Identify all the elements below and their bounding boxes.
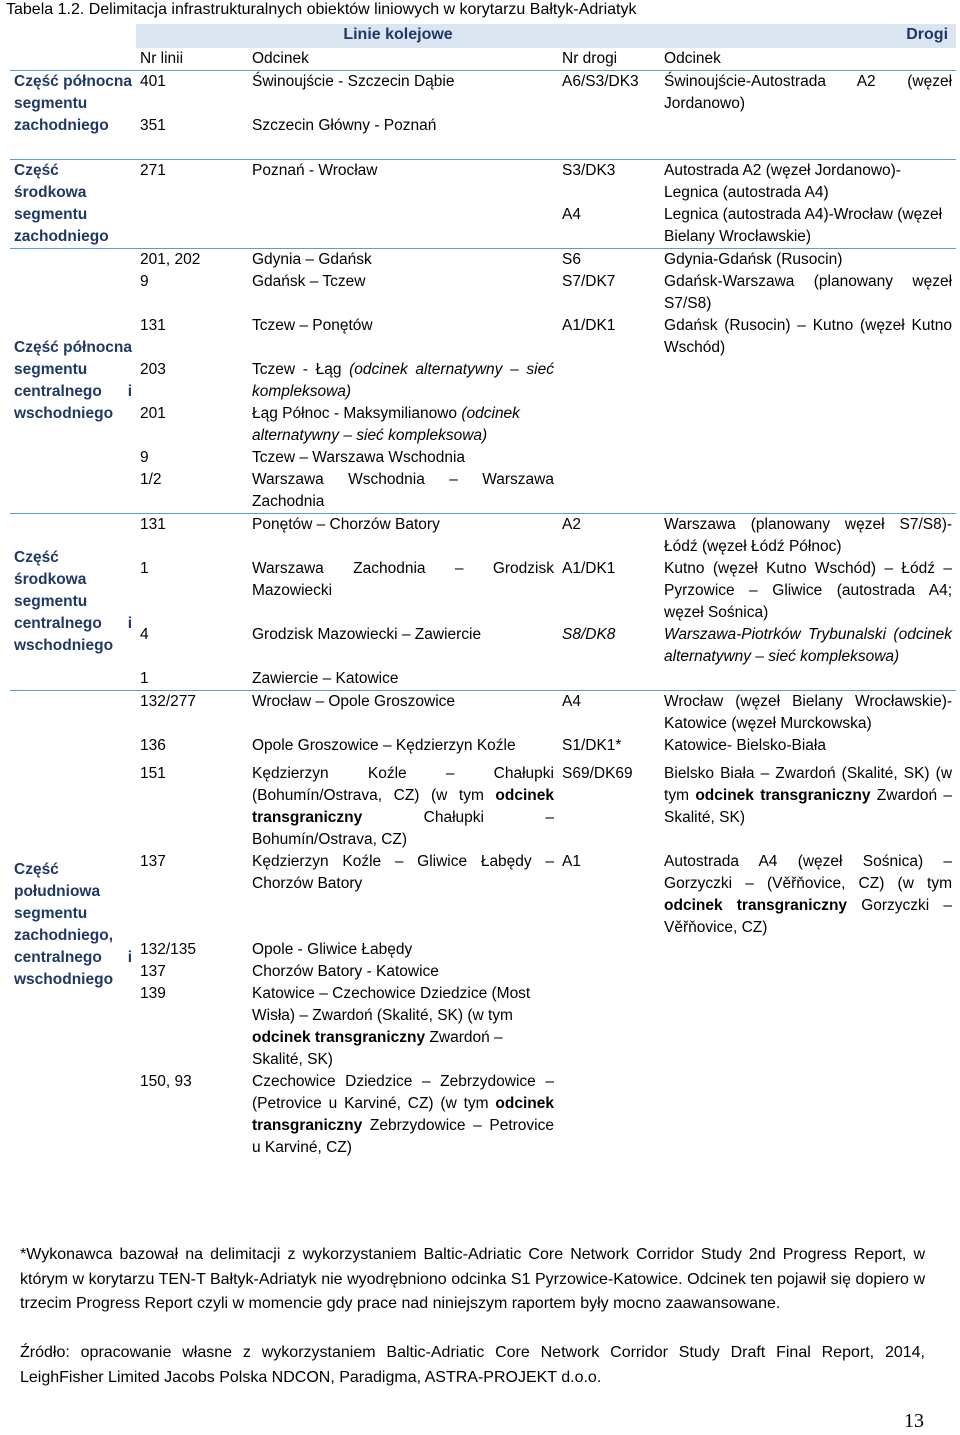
rail-section: Kędzierzyn Koźle – Chałupki (Bohumín/Ostrava, CZ) (w tym odcinek transgraniczny Chałupki – Bohumín/Ostrava, CZ) [252,764,554,848]
table-row [10,271,956,315]
line-number: 139 [140,984,166,1002]
line-number: 137 [140,852,166,870]
rail-section: Łąg Północ - Maksymilianowo (odcinek alternatywny – sieć kompleksowa) [252,404,520,444]
rail-section: Chorzów Batory - Katowice [252,962,439,980]
road-number: S3/DK3 [562,161,616,179]
table-row [10,403,956,447]
table-row [10,447,956,469]
rail-section: Czechowice Dziedzice – Zebrzydowice – (Petrovice u Karviné, CZ) (w tym odcinek transgraniczny Zebrzydowice – Petrovice u Karviné, CZ) [252,1072,554,1156]
road-section: Bielsko Biała – Zwardoń (Skalité, SK) (w tym odcinek transgraniczny Zwardoń – Skalité, SK) [664,764,953,826]
road-section: Autostrada A2 (węzeł Jordanowo)-Legnica (autostrada A4) [664,161,901,201]
table-row [10,624,956,668]
rail-section: Gdańsk – Tczew [252,272,366,290]
rail-section: Świnoujście - Szczecin Dąbie [252,73,455,90]
table-row [10,668,956,691]
road-number: S69/DK69 [562,764,633,782]
rail-section: Grodzisk Mazowiecki – Zawiercie [252,625,482,643]
rail-section: Wrocław – Opole Groszowice [252,692,456,710]
table-row [10,115,956,159]
line-number: 132/135 [140,940,197,958]
table-row [10,204,956,249]
road-section: Warszawa-Piotrków Trybunalski (odcinek alternatywny – sieć kompleksowa) [664,625,953,665]
line-number: 203 [140,360,166,378]
road-section: Świnoujście-Autostrada A2 (węzeł Jordanowo) [664,73,953,112]
road-number: A1/DK1 [562,316,616,334]
table-row [10,851,956,939]
line-number: 201, 202 [140,250,201,268]
road-number: A6/S3/DK3 [562,73,639,90]
source-note: Źródło: opracowanie własne z wykorzystaniem Baltic-Adriatic Core Network Corridor Study Draft Final Report, 2014, LeighFisher Limited Jacobs Polska NDCON, Paradigma, ASTRA-PROJEKT d.o.o. [20,1344,925,1386]
col-road-number: Nr drogi [562,50,618,67]
line-number: 201 [140,404,166,422]
rail-section: Ponętów – Chorzów Batory [252,515,440,533]
line-number: 137 [140,962,166,980]
table-row [10,1071,956,1159]
rail-section: Opole Groszowice – Kędzierzyn Koźle [252,736,516,754]
line-number: 1 [140,669,149,687]
rail-section: Opole - Gliwice Łabędy [252,940,413,958]
road-number: A4 [562,692,581,710]
table-row [10,469,956,514]
table-row [10,248,956,271]
table-row [10,763,956,851]
road-number: A4 [562,205,581,223]
line-number: 1 [140,559,149,577]
section-label: Część północna segmentu centralnego i wschodniego [10,248,136,513]
line-number: 136 [140,736,166,754]
road-section: Gdańsk (Rusocin) – Kutno (węzeł Kutno Wschód) [664,316,953,356]
line-number: 9 [140,272,149,290]
rail-section: Poznań - Wrocław [252,161,378,179]
line-number: 271 [140,161,166,179]
section-label: Część południowa segmentu zachodniego, centralnego i wschodniego [10,690,136,1159]
table-row [10,735,956,763]
road-section: Autostrada A4 (węzeł Sośnica) – Gorzyczki – (Věřňovice, CZ) (w tym odcinek transgraniczny Gorzyczki – Věřňovice, CZ) [664,852,953,936]
line-number: 4 [140,625,149,643]
footnote: *Wykonawca bazował na delimitacji z wykorzystaniem Baltic-Adriatic Core Network Corridor Study 2nd Progress Report, w którym w korytarzu TEN-T Bałtyk-Adriatyk nie wyodrębniono odcinka S1 Pyrzowice-Katowice. Odcinek ten pojawił się dopiero w trzecim Progress Report czyli w momencie gdy prace nad niniejszym raportem były mocno zaawansowane. [20,1246,925,1312]
road-number: S7/DK7 [562,272,616,290]
section-label: Część środkowa segmentu centralnego i wschodniego [10,513,136,690]
line-number: 151 [140,764,166,782]
rail-section: Szczecin Główny - Poznań [252,117,437,134]
rail-section: Warszawa Zachodnia – Grodzisk Mazowiecki [252,559,554,599]
table-row [10,961,956,983]
road-number: S6 [562,250,581,268]
table-row [10,359,956,403]
rail-section: Tczew – Ponętów [252,316,373,334]
rail-section: Katowice – Czechowice Dziedzice (Most Wisła) – Zwardoń (Skalité, SK) (w tym odcinek transgraniczny Zwardoń – Skalité, SK) [252,984,531,1068]
line-number: 131 [140,515,166,533]
road-number: A2 [562,515,581,533]
rail-section: Kędzierzyn Koźle – Gliwice Łabędy – Chorzów Batory [252,852,554,892]
road-number: S8/DK8 [562,625,616,643]
line-number: 131 [140,316,166,334]
table-header-row [10,24,956,48]
page-number: 13 [904,1410,924,1432]
line-number: 1/2 [140,470,162,488]
road-section: Warszawa (planowany węzeł S7/S8)-Łódź (węzeł Łódź Północ) [664,515,953,555]
road-section: Wrocław (węzeł Bielany Wrocławskie)-Katowice (węzeł Murckowska) [664,692,953,732]
corridor-table [10,24,956,1159]
table-row [10,690,956,735]
table-row [10,939,956,961]
line-number: 351 [140,117,166,134]
table-row [10,513,956,558]
section-label: Część północna segmentu zachodniego [10,71,136,160]
rail-header: Linie kolejowe [136,24,660,48]
rail-section: Gdynia – Gdańsk [252,250,372,268]
road-number: A1 [562,852,581,870]
rail-section: Zawiercie – Katowice [252,669,399,687]
road-section: Gdańsk-Warszawa (planowany węzeł S7/S8) [664,272,953,312]
table-row [10,983,956,1071]
road-section: Legnica (autostrada A4)-Wrocław (węzeł Bielany Wrocławskie) [664,205,943,245]
line-number: 150, 93 [140,1072,192,1090]
section-label: Część środkowa segmentu zachodniego [10,159,136,248]
col-rail-section: Odcinek [252,50,309,67]
table-row [10,558,956,624]
table-row [10,159,956,204]
road-section: Kutno (węzeł Kutno Wschód) – Łódź – Pyrzowice – Gliwice (autostrada A4; węzeł Sośnica) [664,559,953,621]
road-section: Gdynia-Gdańsk (Rusocin) [664,250,843,268]
rail-section: Warszawa Wschodnia – Warszawa Zachodnia [252,470,554,510]
table-row [10,71,956,116]
road-section: Katowice- Bielsko-Biała [664,736,826,754]
line-number: 401 [140,73,166,90]
table-row [10,315,956,359]
road-number: S1/DK1* [562,736,622,754]
table-caption: Tabela 1.2. Delimitacja infrastrukturalnych obiektów liniowych w korytarzu Bałtyk-Adriatyk [6,1,637,18]
col-road-section: Odcinek [664,50,721,67]
column-header-row [10,48,956,71]
rail-section: Tczew - Łąg (odcinek alternatywny – sieć kompleksowa) [252,360,554,400]
col-line-number: Nr linii [140,50,184,67]
line-number: 132/277 [140,692,197,710]
rail-section: Tczew – Warszawa Wschodnia [252,448,466,466]
road-number: A1/DK1 [562,559,616,577]
line-number: 9 [140,448,149,466]
road-header: Drogi [660,24,956,48]
